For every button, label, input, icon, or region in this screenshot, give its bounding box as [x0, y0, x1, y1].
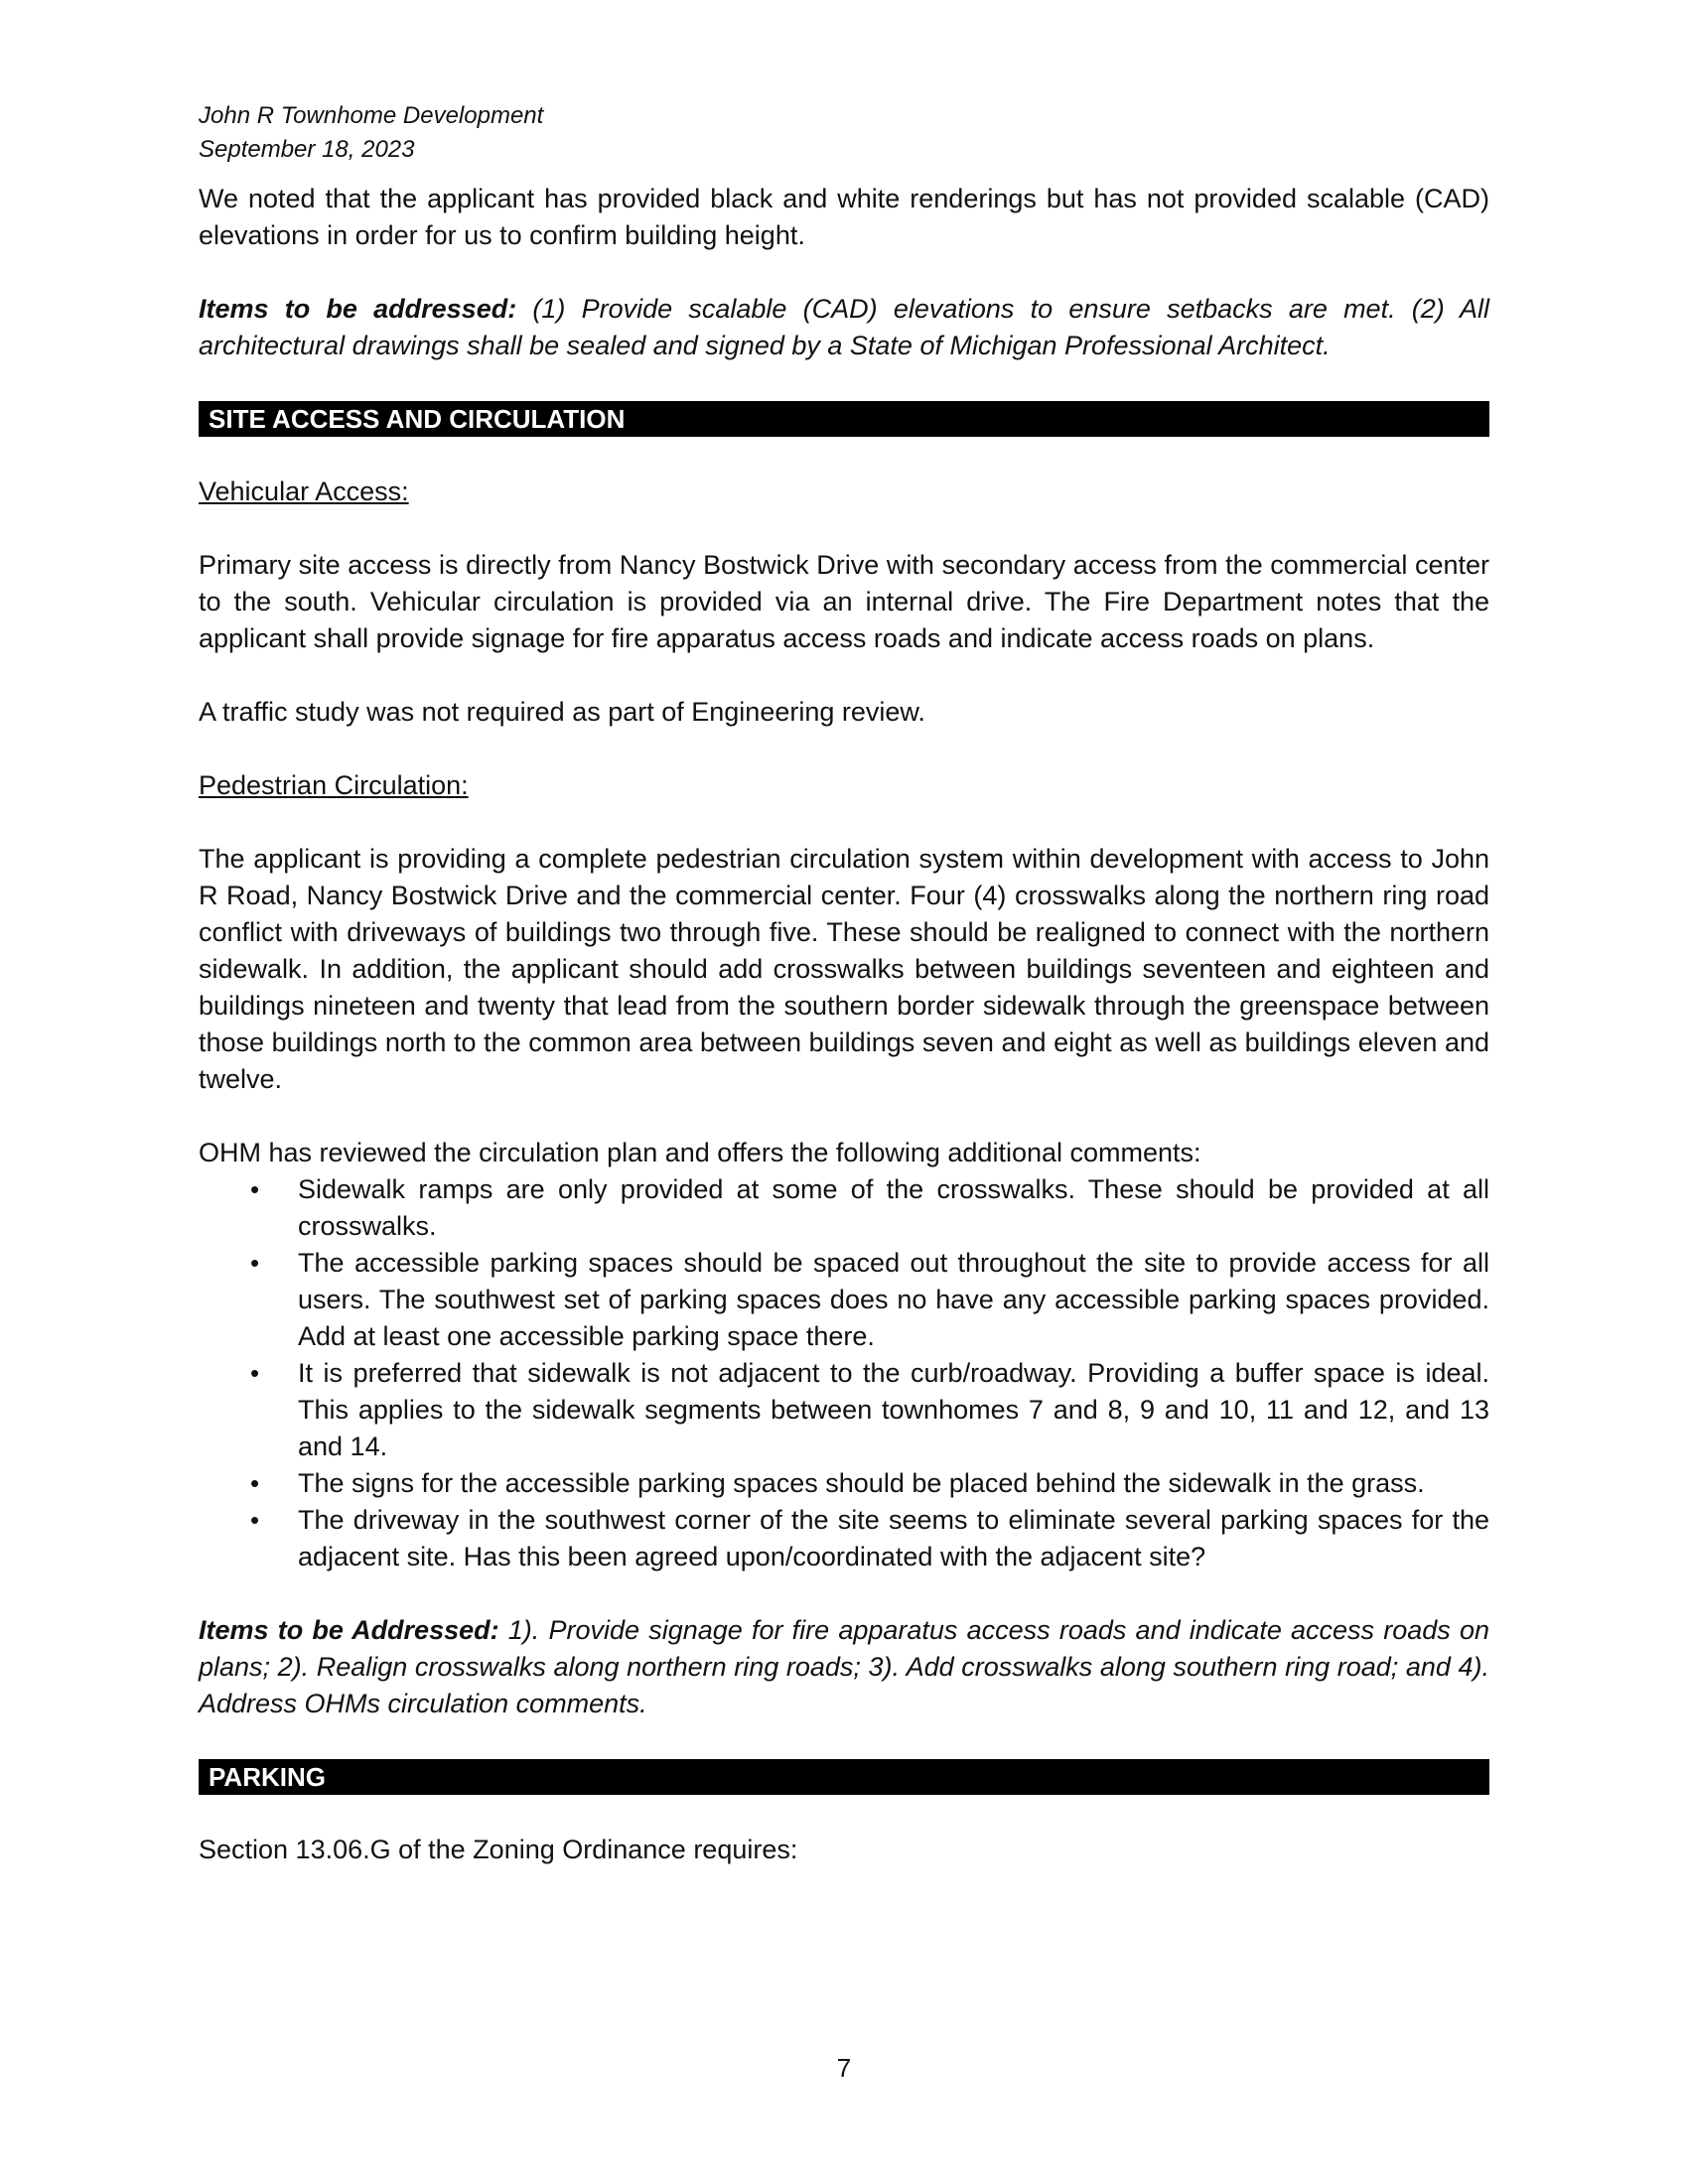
bullet-icon: • — [250, 1505, 260, 1535]
intro-paragraph: We noted that the applicant has provided black and white renderings but has not provided scalable (CAD) elevations in order for us to confirm building height. — [199, 184, 1489, 250]
list-item-text: Sidewalk ramps are only provided at some of the crosswalks. These should be provided at all crosswalks. — [298, 1174, 1489, 1241]
list-item-text: The accessible parking spaces should be spaced out throughout the site to provide access for all users. The southwest set of parking spaces does no have any accessible parking spaces provided. Add at least one accessible parking space there. — [298, 1248, 1489, 1351]
parking-intro-paragraph: Section 13.06.G of the Zoning Ordinance requires: — [199, 1835, 798, 1864]
ohm-comments-list — [199, 1171, 1489, 1575]
document-date: September 18, 2023 — [199, 136, 415, 163]
items-text: 1). Provide signage for fire apparatus access roads and indicate access roads on plans; 2). Realign crosswalks along northern ring roads; 3). Add crosswalks along southern ring road; and 4). Address OHMs circulation comments. — [199, 1615, 1489, 1718]
list-item — [199, 1171, 1489, 1245]
items-text: (1) Provide scalable (CAD) elevations to ensure setbacks are met. (2) All architectural drawings shall be sealed and signed by a State of Michigan Professional Architect. — [199, 294, 1489, 360]
list-item-text: The driveway in the southwest corner of the site seems to eliminate several parking spaces for the adjacent site. Has this been agreed upon/coordinated with the adjacent site? — [298, 1505, 1489, 1571]
items-lead-label: Items to be Addressed: — [199, 1615, 499, 1645]
list-item-text: It is preferred that sidewalk is not adjacent to the curb/roadway. Providing a buffer space is ideal. This applies to the sidewalk segments between townhomes 7 and 8, 9 and 10, 11 and 12, and 13 and 14. — [298, 1358, 1489, 1461]
list-item-text: The signs for the accessible parking spaces should be placed behind the sidewalk in the grass. — [298, 1468, 1425, 1498]
list-item — [199, 1502, 1489, 1575]
vehicular-paragraph: Primary site access is directly from Nancy Bostwick Drive with secondary access from the commercial center to the south. Vehicular circulation is provided via an internal drive. The Fire Department notes that the applicant shall provide signage for fire apparatus access roads and indicate access roads on plans. — [199, 550, 1489, 653]
document-page — [199, 99, 1489, 1905]
list-item — [199, 1465, 1489, 1502]
traffic-study-paragraph: A traffic study was not required as part of Engineering review. — [199, 697, 925, 727]
pedestrian-paragraph: The applicant is providing a complete pedestrian circulation system within development with access to John R Road, Nancy Bostwick Drive and the commercial center. Four (4) crosswalks along the northern ring road conflict with driveways of buildings two through five. These should be realigned to connect with the northern sidewalk. In addition, the applicant should add crosswalks between buildings seventeen and eighteen and buildings nineteen and twenty that lead from the southern border sidewalk through the greenspace between those buildings north to the common area between buildings seven and eight as well as buildings eleven and twelve. — [199, 844, 1489, 1094]
list-item — [199, 1245, 1489, 1355]
bullet-icon: • — [250, 1358, 260, 1388]
bullet-icon: • — [250, 1248, 260, 1278]
subheading-pedestrian-circulation: Pedestrian Circulation: — [199, 770, 469, 800]
page-number: 7 — [836, 2053, 852, 2083]
items-to-be-addressed-1 — [199, 291, 1489, 364]
list-item — [199, 1355, 1489, 1465]
section-heading-parking: PARKING — [199, 1759, 1489, 1795]
section-heading-site-access: SITE ACCESS AND CIRCULATION — [199, 401, 1489, 437]
document-header — [199, 99, 1489, 167]
bullet-icon: • — [250, 1468, 260, 1498]
items-to-be-addressed-2 — [199, 1612, 1489, 1722]
items-lead-label: Items to be addressed: — [199, 294, 517, 324]
bullet-icon: • — [250, 1174, 260, 1204]
document-title: John R Townhome Development — [199, 102, 544, 129]
subheading-vehicular-access: Vehicular Access: — [199, 477, 409, 506]
ohm-comments-intro: OHM has reviewed the circulation plan and offers the following additional comments: — [199, 1138, 1201, 1167]
